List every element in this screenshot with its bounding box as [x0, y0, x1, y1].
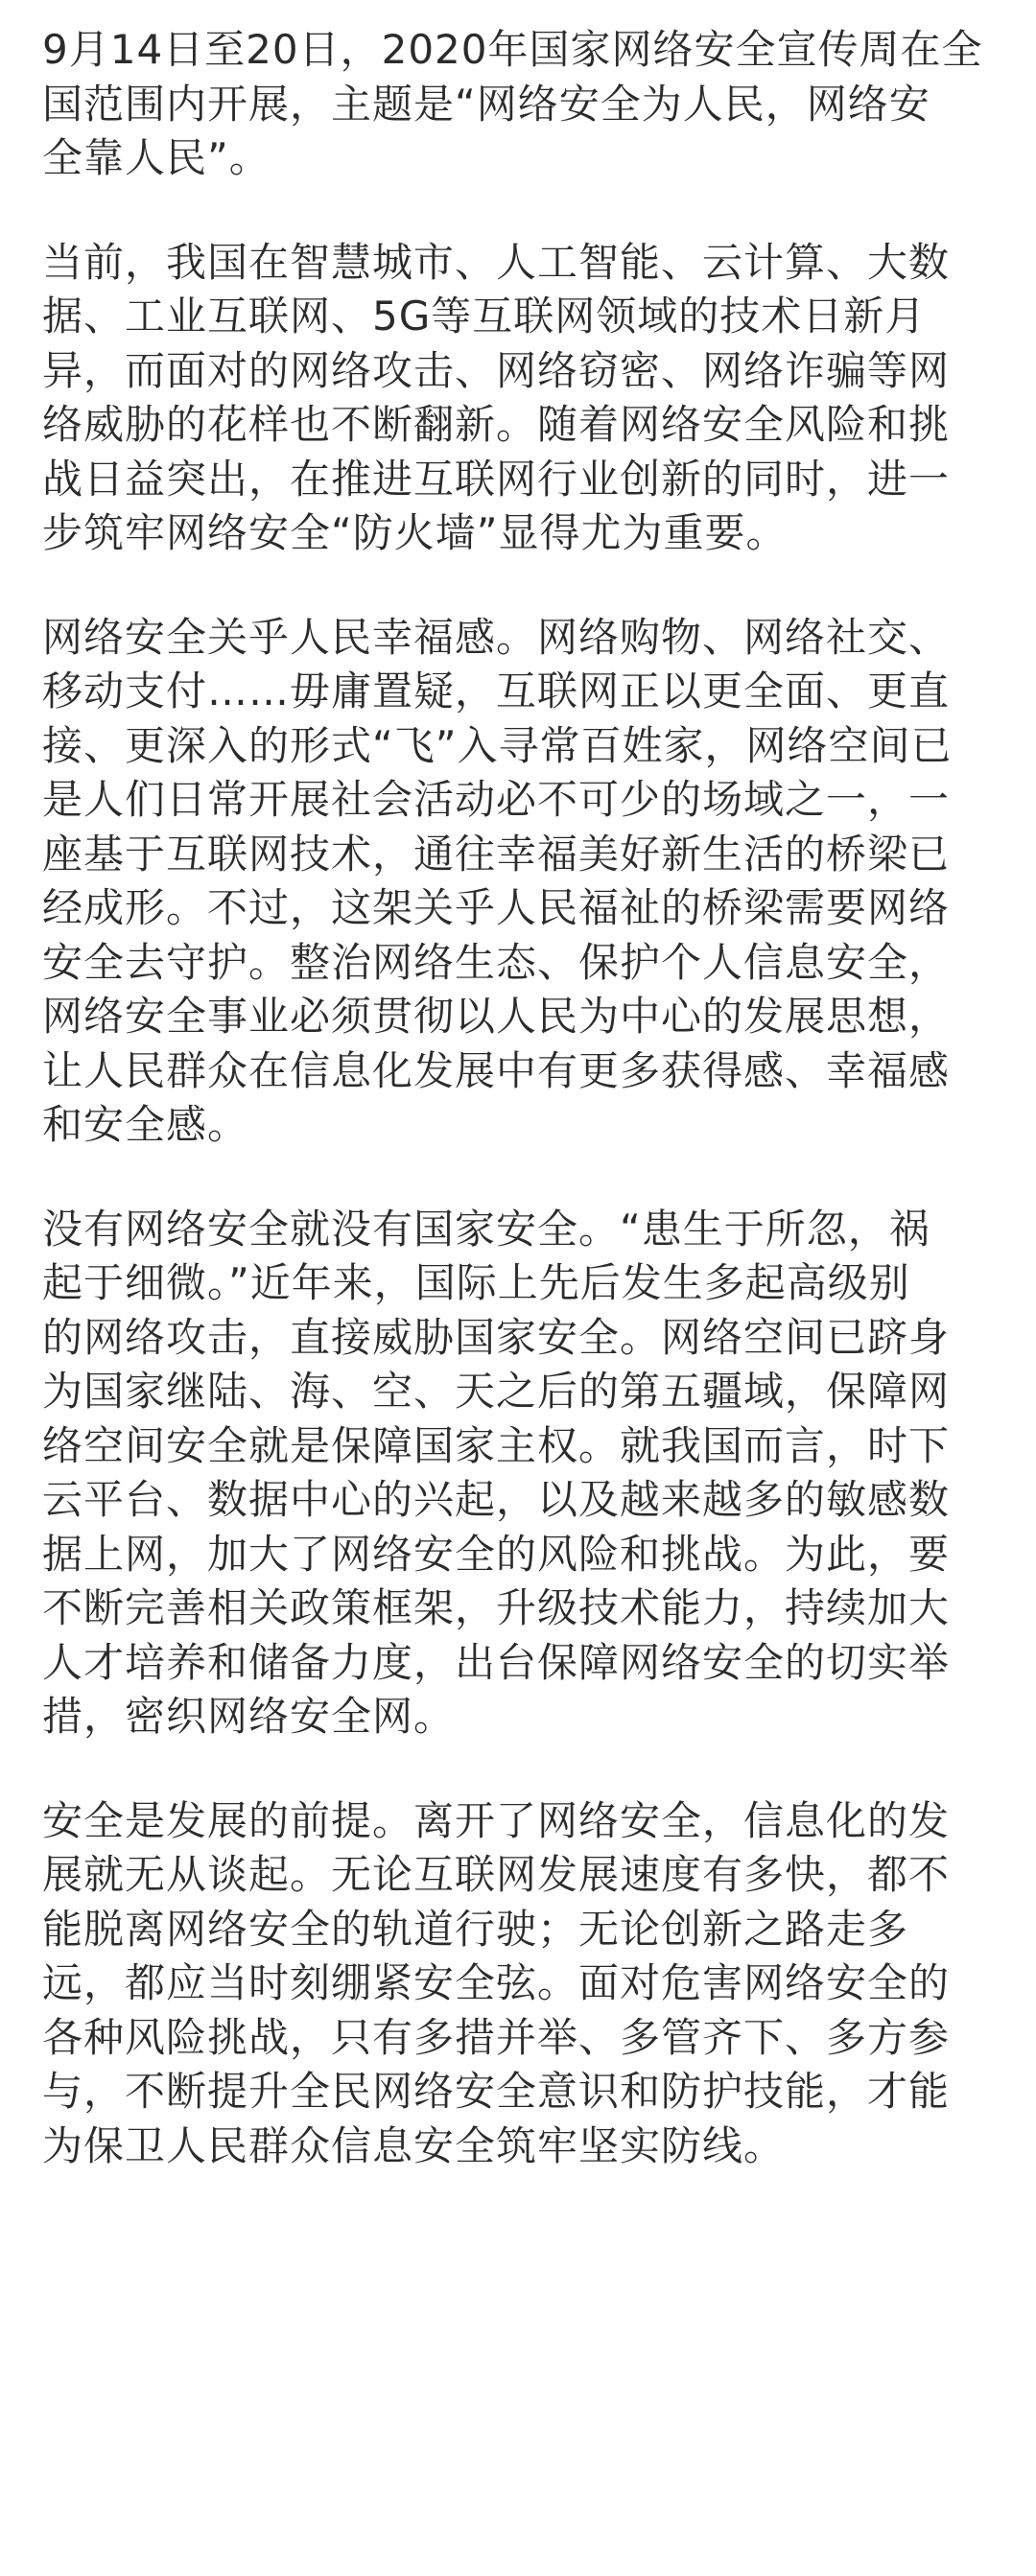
- text-line: 9月14日至20日，2020年国家网络安全宣传周在全: [42, 26, 983, 73]
- text-line: 络威胁的花样也不断翻新。随着网络安全风险和挑: [42, 401, 951, 448]
- text-line: 为国家继陆、海、空、天之后的第五疆域，保障网: [42, 1368, 951, 1415]
- text-line: 安全是发展的前提。离开了网络安全，信息化的发: [42, 1796, 951, 1844]
- text-line: 不断完善相关政策框架，升级技术能力，持续加大: [42, 1584, 951, 1631]
- text-line: 是人们日常开展社会活动必不可少的场域之一，一: [42, 776, 951, 823]
- paragraph-intro: [42, 23, 998, 186]
- text-line: 没有网络安全就没有国家安全。“患生于所忽，祸: [42, 1205, 930, 1253]
- text-line: 步筑牢网络安全“防火墙”显得尤为重要。: [42, 509, 788, 556]
- text-line: 网络安全关乎人民幸福感。网络购物、网络社交、: [42, 613, 951, 661]
- text-line: 为保卫人民群众信息安全筑牢坚实防线。: [42, 2121, 786, 2169]
- text-line: 国范围内开展，主题是“网络安全为人民，网络安: [42, 80, 930, 128]
- text-line: 经成形。不过，这架关乎人民福祉的桥梁需要网络: [42, 884, 951, 931]
- text-line: 起于细微。”近年来，国际上先后发生多起高级别: [42, 1259, 910, 1306]
- text-line: 措，密织网络安全网。: [42, 1693, 456, 1740]
- text-line: 座基于互联网技术，通往幸福美好新生活的桥梁已: [42, 830, 951, 878]
- text-line: 异，而面对的网络攻击、网络窃密、网络诈骗等网: [42, 346, 951, 394]
- paragraph-current-situation: [42, 236, 998, 561]
- text-line: 接、更深入的形式“飞”入寻常百姓家，网络空间已: [42, 721, 953, 769]
- paragraph-national-security: [42, 1203, 998, 1745]
- text-line: 网络安全事业必须贯彻以人民为中心的发展思想，: [42, 993, 951, 1040]
- text-line: 和安全感。: [42, 1101, 249, 1148]
- article-body: [42, 23, 998, 2223]
- text-line: 各种风险挑战，只有多措并举、多管齐下、多方参: [42, 2013, 951, 2061]
- text-line: 云平台、数据中心的兴起，以及越来越多的敏感数: [42, 1476, 951, 1523]
- text-line: 据上网，加大了网络安全的风险和挑战。为此，要: [42, 1530, 951, 1578]
- text-line: 当前，我国在智慧城市、人工智能、云计算、大数: [42, 238, 951, 286]
- text-line: 移动支付……毋庸置疑，互联网正以更全面、更直: [42, 667, 951, 714]
- text-line: 战日益突出，在推进互联网行业创新的同时，进一: [42, 455, 951, 503]
- text-line: 据、工业互联网、5G等互联网领域的技术日新月: [42, 293, 927, 340]
- text-line: 远，都应当时刻绷紧安全弦。面对危害网络安全的: [42, 1959, 951, 2006]
- text-line: 展就无从谈起。无论互联网发展速度有多快，都不: [42, 1851, 951, 1898]
- text-line: 能脱离网络安全的轨道行驶；无论创新之路走多: [42, 1905, 909, 1953]
- text-line: 与，不断提升全民网络安全意识和防护技能，才能: [42, 2068, 951, 2115]
- paragraph-development: [42, 1794, 998, 2174]
- text-line: 人才培养和储备力度，出台保障网络安全的切实举: [42, 1638, 951, 1686]
- text-line: 络空间安全就是保障国家主权。就我国而言，时下: [42, 1421, 951, 1469]
- paragraph-happiness: [42, 611, 998, 1153]
- text-line: 安全去守护。整治网络生态、保护个人信息安全，: [42, 938, 951, 986]
- text-line: 的网络攻击，直接威胁国家安全。网络空间已跻身: [42, 1313, 951, 1361]
- text-line: 全靠人民”。: [42, 134, 271, 181]
- text-line: 让人民群众在信息化发展中有更多获得感、幸福感: [42, 1046, 951, 1094]
